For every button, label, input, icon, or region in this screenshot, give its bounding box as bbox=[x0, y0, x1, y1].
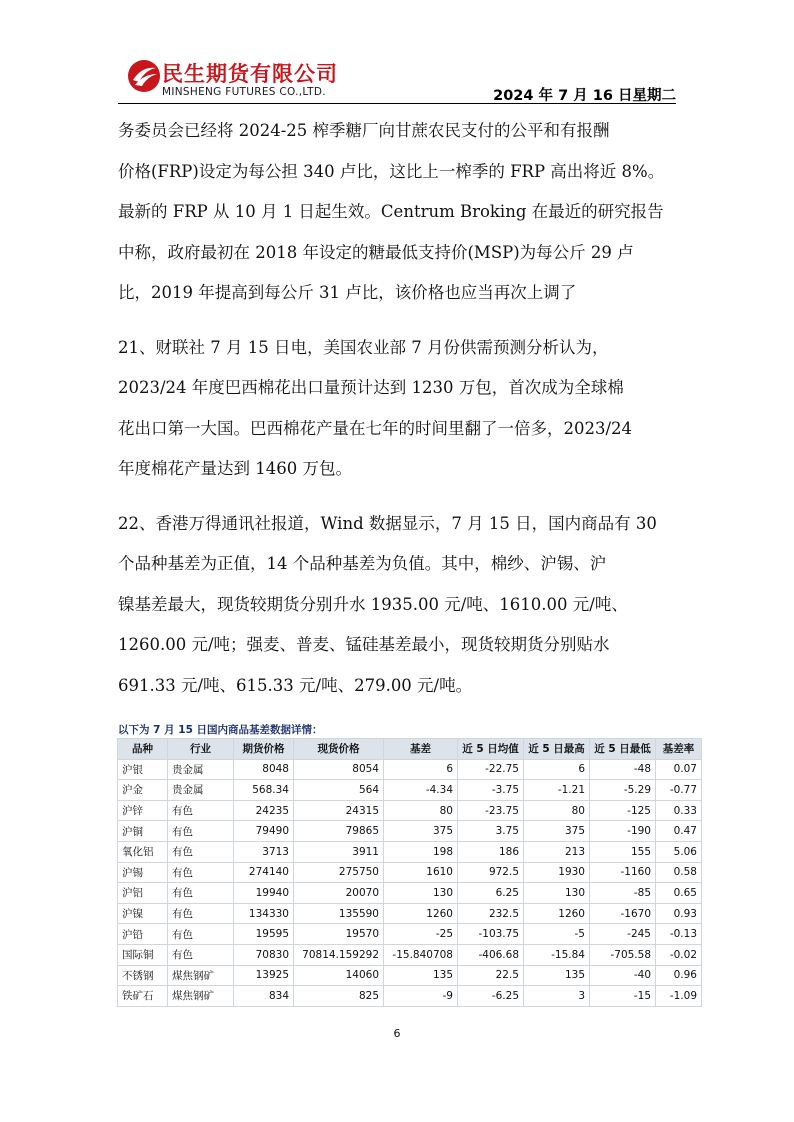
table-cell: 155 bbox=[590, 841, 656, 862]
table-cell: 13925 bbox=[234, 965, 294, 986]
report-date: 2024 年 7 月 16 日星期二 bbox=[493, 88, 676, 104]
table-row bbox=[118, 924, 702, 945]
table-cell: 19570 bbox=[294, 924, 384, 945]
paragraph bbox=[118, 328, 684, 490]
table-cell: 6.25 bbox=[458, 883, 524, 904]
table-cell: 贵金属 bbox=[168, 780, 234, 801]
table-cell: 0.33 bbox=[656, 800, 702, 821]
text-line: 年度棉花产量达到 1460 万包。 bbox=[118, 459, 352, 478]
table-cell: 0.65 bbox=[656, 883, 702, 904]
column-header: 行业 bbox=[168, 739, 234, 760]
table-cell: 213 bbox=[524, 841, 590, 862]
text-line: 1260.00 元/吨；强麦、普麦、锰硅基差最小，现货较期货分别贴水 bbox=[118, 635, 610, 654]
page-number: 6 bbox=[393, 1027, 401, 1040]
column-header: 现货价格 bbox=[294, 739, 384, 760]
table-cell: 有色 bbox=[168, 800, 234, 821]
column-header: 品种 bbox=[118, 739, 168, 760]
text-line: 2023/24 年度巴西棉花出口量预计达到 1230 万包，首次成为全球棉 bbox=[118, 378, 624, 397]
table-cell: -0.77 bbox=[656, 780, 702, 801]
table-cell: 232.5 bbox=[458, 903, 524, 924]
table-cell: 375 bbox=[384, 821, 458, 842]
table-cell: 79865 bbox=[294, 821, 384, 842]
table-cell: 274140 bbox=[234, 862, 294, 883]
table-cell: -6.25 bbox=[458, 986, 524, 1007]
table-cell: 不锈钢 bbox=[118, 965, 168, 986]
text-line: 务委员会已经将 2024-25 榨季糖厂向甘蔗农民支付的公平和有报酬 bbox=[118, 121, 610, 140]
paragraph bbox=[118, 504, 684, 707]
table-cell: 沪银 bbox=[118, 759, 168, 780]
table-cell: 氧化铝 bbox=[118, 841, 168, 862]
table-cell: 134330 bbox=[234, 903, 294, 924]
table-cell: 972.5 bbox=[458, 862, 524, 883]
table-cell: 198 bbox=[384, 841, 458, 862]
table-cell: 24315 bbox=[294, 800, 384, 821]
table-cell: 568.34 bbox=[234, 780, 294, 801]
table-cell: 国际铜 bbox=[118, 944, 168, 965]
table-row bbox=[118, 780, 702, 801]
table-cell: 79490 bbox=[234, 821, 294, 842]
table-cell: 有色 bbox=[168, 924, 234, 945]
table-cell: 5.06 bbox=[656, 841, 702, 862]
table-cell: 沪铝 bbox=[118, 883, 168, 904]
table-cell: -1670 bbox=[590, 903, 656, 924]
table-cell: 80 bbox=[524, 800, 590, 821]
table-cell: 24235 bbox=[234, 800, 294, 821]
table-cell: -15.840708 bbox=[384, 944, 458, 965]
column-header: 基差 bbox=[384, 739, 458, 760]
table-cell: 6 bbox=[384, 759, 458, 780]
table-cell: 有色 bbox=[168, 903, 234, 924]
table-cell: -40 bbox=[590, 965, 656, 986]
table-cell: 825 bbox=[294, 986, 384, 1007]
table-cell: 铁矿石 bbox=[118, 986, 168, 1007]
table-cell: -1160 bbox=[590, 862, 656, 883]
table-cell: 沪镍 bbox=[118, 903, 168, 924]
table-cell: 沪锌 bbox=[118, 800, 168, 821]
table-cell: 375 bbox=[524, 821, 590, 842]
table-caption: 以下为 7 月 15 日国内商品基差数据详情： bbox=[118, 724, 323, 736]
column-header: 近 5 日均值 bbox=[458, 739, 524, 760]
text-line: 中称，政府最初在 2018 年设定的糖最低支持价(MSP)为每公斤 29 卢 bbox=[118, 242, 634, 262]
table-cell: -0.02 bbox=[656, 944, 702, 965]
table-cell: 80 bbox=[384, 800, 458, 821]
table-cell: 70830 bbox=[234, 944, 294, 965]
table-cell: 1610 bbox=[384, 862, 458, 883]
table-cell: -25 bbox=[384, 924, 458, 945]
table-cell: 3911 bbox=[294, 841, 384, 862]
table-cell: 8054 bbox=[294, 759, 384, 780]
text-line: 花出口第一大国。巴西棉花产量在七年的时间里翻了一倍多，2023/24 bbox=[118, 418, 633, 438]
table-cell: -5 bbox=[524, 924, 590, 945]
report-body bbox=[118, 111, 684, 706]
table-cell: 834 bbox=[234, 986, 294, 1007]
table-cell: 186 bbox=[458, 841, 524, 862]
table-cell: -190 bbox=[590, 821, 656, 842]
table-cell: -5.29 bbox=[590, 780, 656, 801]
table-row bbox=[118, 862, 702, 883]
table-cell: 135 bbox=[524, 965, 590, 986]
table-row bbox=[118, 841, 702, 862]
table-cell: 沪金 bbox=[118, 780, 168, 801]
table-cell: 3.75 bbox=[458, 821, 524, 842]
table-cell: 贵金属 bbox=[168, 759, 234, 780]
table-header-row bbox=[118, 739, 702, 760]
table-row bbox=[118, 800, 702, 821]
table-cell: 0.93 bbox=[656, 903, 702, 924]
table-cell: 有色 bbox=[168, 841, 234, 862]
table-cell: 130 bbox=[524, 883, 590, 904]
company-name-cn: 民生期货有限公司 bbox=[162, 62, 338, 86]
table-cell: -1.21 bbox=[524, 780, 590, 801]
table-cell: -22.75 bbox=[458, 759, 524, 780]
table-cell: 22.5 bbox=[458, 965, 524, 986]
table-cell: 14060 bbox=[294, 965, 384, 986]
table-cell: 沪锡 bbox=[118, 862, 168, 883]
table-cell: 135 bbox=[384, 965, 458, 986]
table-cell: -4.34 bbox=[384, 780, 458, 801]
column-header: 基差率 bbox=[656, 739, 702, 760]
column-header: 近 5 日最低 bbox=[590, 739, 656, 760]
table-cell: 有色 bbox=[168, 821, 234, 842]
text-line: 22、香港万得通讯社报道，Wind 数据显示，7 月 15 日，国内商品有 30 bbox=[118, 513, 657, 533]
table-cell: -406.68 bbox=[458, 944, 524, 965]
text-line: 691.33 元/吨、615.33 元/吨、279.00 元/吨。 bbox=[118, 675, 473, 695]
table-cell: 70814.159292 bbox=[294, 944, 384, 965]
table-cell: -0.13 bbox=[656, 924, 702, 945]
table-cell: 1260 bbox=[524, 903, 590, 924]
table-row bbox=[118, 883, 702, 904]
basis-data-table bbox=[117, 738, 702, 1007]
table-cell: -15.84 bbox=[524, 944, 590, 965]
text-line: 镍基差最大，现货较期货分别升水 1935.00 元/吨、1610.00 元/吨、 bbox=[118, 594, 628, 614]
table-row bbox=[118, 821, 702, 842]
table-cell: 6 bbox=[524, 759, 590, 780]
table-cell: -125 bbox=[590, 800, 656, 821]
company-name-en: MINSHENG FUTURES CO.,LTD. bbox=[162, 86, 326, 98]
text-line: 价格(FRP)设定为每公担 340 卢比，这比上一榨季的 FRP 高出将近 8%。 bbox=[118, 161, 665, 181]
table-cell: 0.96 bbox=[656, 965, 702, 986]
table-row bbox=[118, 759, 702, 780]
header-divider bbox=[118, 103, 676, 104]
table-cell: -48 bbox=[590, 759, 656, 780]
table-cell: -1.09 bbox=[656, 986, 702, 1007]
table-row bbox=[118, 986, 702, 1007]
table-cell: 有色 bbox=[168, 944, 234, 965]
table-cell: 0.47 bbox=[656, 821, 702, 842]
table-cell: 8048 bbox=[234, 759, 294, 780]
table-cell: 1260 bbox=[384, 903, 458, 924]
column-header: 期货价格 bbox=[234, 739, 294, 760]
table-cell: 564 bbox=[294, 780, 384, 801]
table-cell: -9 bbox=[384, 986, 458, 1007]
text-line: 个品种基差为正值，14 个品种基差为负值。其中，棉纱、沪锡、沪 bbox=[118, 554, 607, 573]
table-cell: 有色 bbox=[168, 883, 234, 904]
table-cell: 0.07 bbox=[656, 759, 702, 780]
table-cell: 煤焦钢矿 bbox=[168, 986, 234, 1007]
paragraph bbox=[118, 111, 684, 314]
table-cell: 19940 bbox=[234, 883, 294, 904]
table-cell: 135590 bbox=[294, 903, 384, 924]
table-cell: 20070 bbox=[294, 883, 384, 904]
text-line: 比，2019 年提高到每公斤 31 卢比，该价格也应当再次上调了 bbox=[118, 283, 577, 302]
table-cell: 3713 bbox=[234, 841, 294, 862]
table-cell: 有色 bbox=[168, 862, 234, 883]
table-row bbox=[118, 903, 702, 924]
text-line: 21、财联社 7 月 15 日电，美国农业部 7 月份供需预测分析认为， bbox=[118, 337, 609, 357]
table-row bbox=[118, 944, 702, 965]
table-cell: 3 bbox=[524, 986, 590, 1007]
table-cell: -705.58 bbox=[590, 944, 656, 965]
table-cell: 275750 bbox=[294, 862, 384, 883]
table-cell: -103.75 bbox=[458, 924, 524, 945]
table-cell: 1930 bbox=[524, 862, 590, 883]
table-cell: -23.75 bbox=[458, 800, 524, 821]
company-logo-icon bbox=[126, 58, 162, 94]
table-cell: 130 bbox=[384, 883, 458, 904]
column-header: 近 5 日最高 bbox=[524, 739, 590, 760]
text-line: 最新的 FRP 从 10 月 1 日起生效。Centrum Broking 在最近的研究报告 bbox=[118, 202, 664, 221]
table-cell: -85 bbox=[590, 883, 656, 904]
table-row bbox=[118, 965, 702, 986]
table-cell: 煤焦钢矿 bbox=[168, 965, 234, 986]
table-cell: 19595 bbox=[234, 924, 294, 945]
table-cell: -15 bbox=[590, 986, 656, 1007]
table-cell: 沪铜 bbox=[118, 821, 168, 842]
table-cell: 0.58 bbox=[656, 862, 702, 883]
table-cell: -3.75 bbox=[458, 780, 524, 801]
page-header bbox=[118, 52, 676, 104]
table-cell: -245 bbox=[590, 924, 656, 945]
table-cell: 沪铅 bbox=[118, 924, 168, 945]
